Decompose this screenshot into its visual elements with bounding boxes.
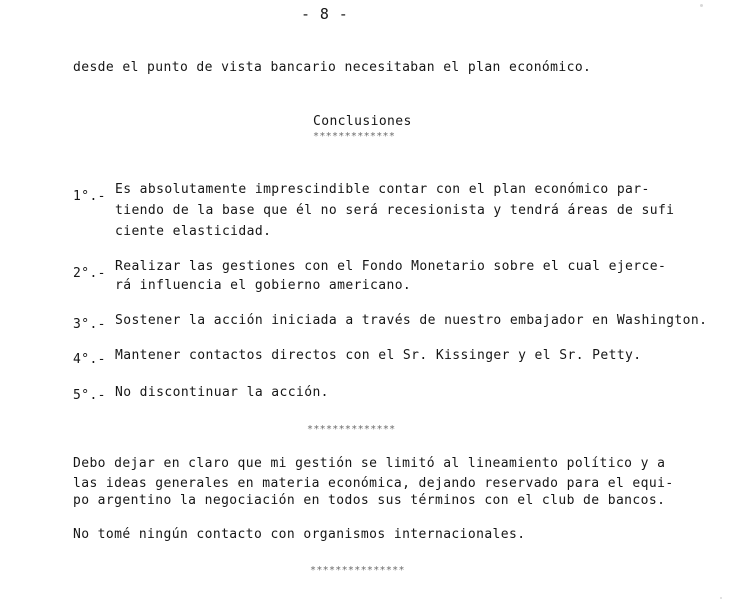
item-line: Mantener contactos directos con el Sr. Kissinger y el Sr. Petty. bbox=[115, 348, 642, 363]
divider-stars: ************** bbox=[307, 424, 396, 435]
item-number: 4°.- bbox=[73, 352, 106, 367]
section-heading: Conclusiones bbox=[313, 114, 412, 129]
item-number: 1°.- bbox=[73, 189, 106, 204]
item-line: tiendo de la base que él no será recesionista y tendrá áreas de sufi bbox=[115, 203, 675, 218]
item-line: Es absolutamente imprescindible contar con el plan económico par- bbox=[115, 182, 650, 197]
scan-speck bbox=[720, 597, 722, 599]
final-line: No tomé ningún contacto con organismos internacionales. bbox=[73, 527, 526, 542]
item-line: Sostener la acción iniciada a través de nuestro embajador en Washington. bbox=[115, 313, 708, 328]
closing-paragraph-line: las ideas generales en materia económica, dejando reservado para el equi- bbox=[73, 476, 674, 491]
closing-paragraph-line: Debo dejar en claro que mi gestión se limitó al lineamiento político y a bbox=[73, 456, 666, 471]
scan-speck bbox=[700, 4, 703, 7]
closing-paragraph-line: po argentino la negociación en todos sus términos con el club de bancos. bbox=[73, 493, 666, 508]
item-number: 5°.- bbox=[73, 388, 106, 403]
heading-underline-stars: ************* bbox=[313, 131, 396, 142]
item-number: 2°.- bbox=[73, 266, 106, 281]
item-line: Realizar las gestiones con el Fondo Monetario sobre el cual ejerce- bbox=[115, 259, 667, 274]
item-line: No discontinuar la acción. bbox=[115, 385, 329, 400]
opening-line: desde el punto de vista bancario necesitaban el plan económico. bbox=[73, 60, 592, 75]
item-number: 3°.- bbox=[73, 317, 106, 332]
divider-stars: *************** bbox=[310, 565, 405, 576]
item-line: rá influencia el gobierno americano. bbox=[115, 278, 412, 293]
page-number: - 8 - bbox=[301, 5, 349, 23]
item-line: ciente elasticidad. bbox=[115, 224, 272, 239]
